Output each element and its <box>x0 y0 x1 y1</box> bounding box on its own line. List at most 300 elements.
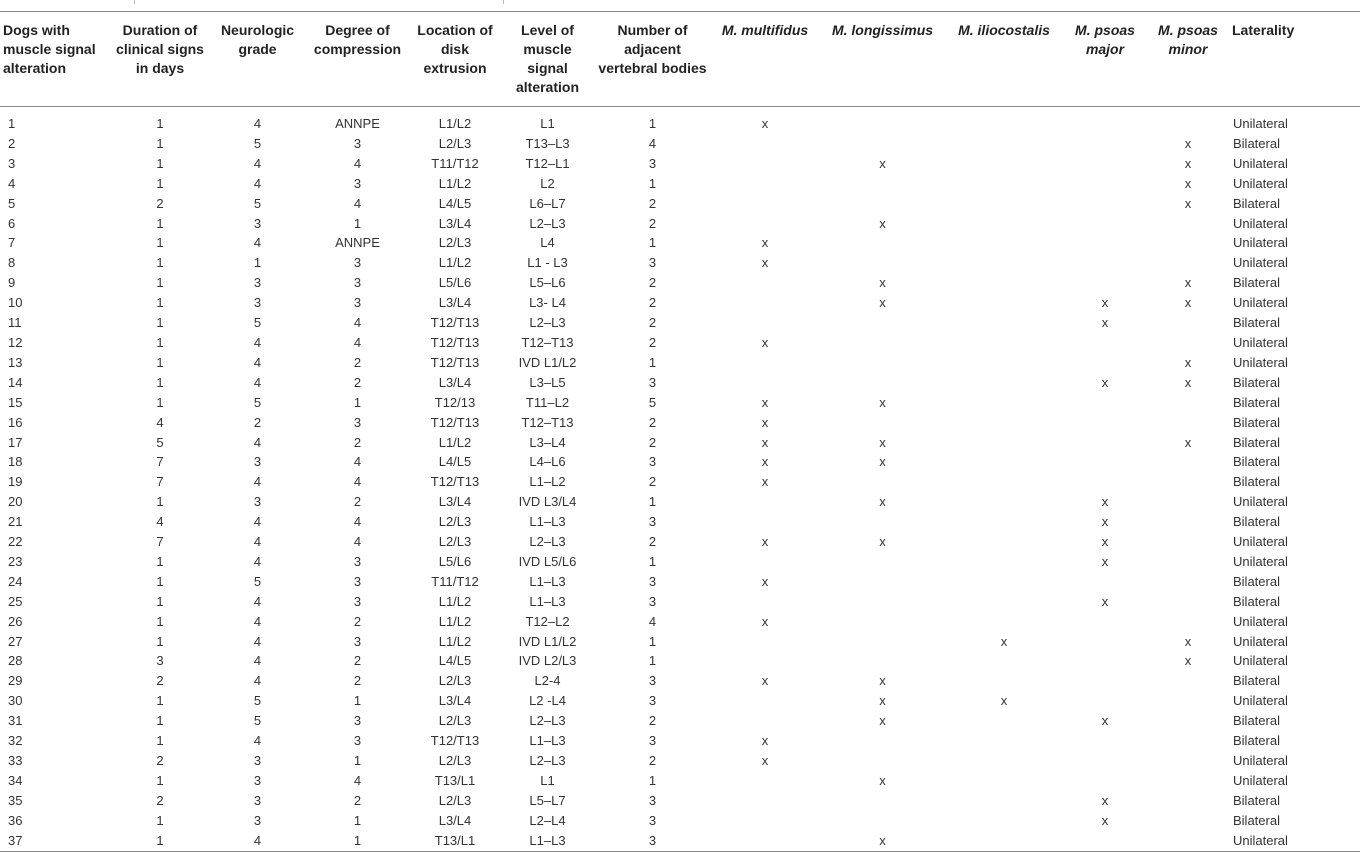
compression-cell: 1 <box>305 831 410 851</box>
laterality-cell: Bilateral <box>1233 195 1280 211</box>
alteration-level-cell: L1–L3 <box>529 733 566 749</box>
laterality-cell: Unilateral <box>1233 633 1288 649</box>
multifidus-cell: x <box>761 255 769 271</box>
duration-cell: 1 <box>156 812 164 828</box>
adjacent-bodies-cell: 1 <box>648 653 657 669</box>
longissimus-cell <box>820 731 945 751</box>
adjacent-bodies-cell: 2 <box>648 753 657 768</box>
table-row <box>0 771 1360 791</box>
laterality-cell: Bilateral <box>1233 434 1280 450</box>
iliocostalis-cell <box>945 751 1063 771</box>
duration-cell: 3 <box>156 653 164 669</box>
duration-cell: 7 <box>156 454 164 470</box>
adjacent-bodies-cell: 1 <box>648 772 657 788</box>
adjacent-bodies-cell: 1 <box>648 553 657 569</box>
longissimus-cell: x <box>879 394 886 410</box>
header-degree-compression: Degree of compression <box>313 22 402 57</box>
psoas-major-cell <box>1063 413 1147 433</box>
compression-cell: 2 <box>353 494 362 510</box>
neurologic-grade-cell: 5 <box>253 394 262 410</box>
adjacent-bodies-cell: 3 <box>648 673 657 689</box>
longissimus-cell <box>820 791 945 811</box>
iliocostalis-cell <box>945 452 1063 472</box>
disk-location-cell: L2/L3 <box>438 673 472 689</box>
alteration-level-cell: L1 <box>540 116 555 131</box>
header-adjacent-vertebral: Number of adjacent vertebral bodies <box>598 22 707 76</box>
compression-cell: 4 <box>353 195 362 211</box>
alteration-level-cell: L4 <box>540 235 555 251</box>
adjacent-bodies-cell: 2 <box>648 195 657 211</box>
dog-id-cell: 12 <box>8 334 23 350</box>
psoas-major-cell: x <box>1101 792 1109 808</box>
multifidus-cell <box>710 512 820 532</box>
multifidus-cell: x <box>761 414 769 430</box>
iliocostalis-cell <box>945 273 1063 293</box>
duration-cell: 1 <box>156 713 164 729</box>
alteration-level-cell: L2-4 <box>534 673 561 689</box>
neurologic-grade-cell: 5 <box>253 135 262 151</box>
table-row <box>0 612 1360 632</box>
adjacent-bodies-cell: 4 <box>648 135 657 151</box>
dog-id-cell: 37 <box>0 831 110 851</box>
neurologic-grade-cell: 4 <box>253 673 262 689</box>
disk-location-cell: T12/T13 <box>430 733 480 749</box>
laterality-cell: Unilateral <box>1233 155 1288 171</box>
iliocostalis-cell <box>945 134 1063 154</box>
alteration-level-cell: T12–T13 <box>521 414 574 430</box>
dog-id-cell: 27 <box>8 633 23 649</box>
laterality-cell: Unilateral <box>1233 295 1288 311</box>
duration-cell: 5 <box>156 434 164 450</box>
table-row <box>0 393 1360 413</box>
dog-id-cell: 24 <box>8 573 23 589</box>
disk-location-cell: L4/L5 <box>438 195 472 211</box>
laterality-cell: Unilateral <box>1233 116 1288 131</box>
laterality-cell: Bilateral <box>1233 812 1280 828</box>
iliocostalis-cell <box>945 353 1063 373</box>
psoas-minor-cell <box>1147 393 1229 413</box>
laterality-cell: Unilateral <box>1233 613 1288 629</box>
duration-cell: 1 <box>156 494 164 510</box>
dog-id-cell: 13 <box>8 354 23 370</box>
dog-id-cell: 31 <box>8 713 23 729</box>
neurologic-grade-cell: 3 <box>253 494 262 510</box>
laterality-cell: Unilateral <box>1233 693 1288 709</box>
neurologic-grade-cell: 5 <box>253 315 262 331</box>
disk-location-cell: T12/T13 <box>430 414 480 430</box>
duration-cell: 1 <box>156 116 164 131</box>
multifidus-cell: x <box>761 753 769 768</box>
alteration-level-cell: L3- L4 <box>529 295 566 311</box>
disk-location-cell: T13/L1 <box>434 772 476 788</box>
disk-location-cell: L2/L3 <box>438 713 472 729</box>
psoas-major-cell: x <box>1101 534 1109 550</box>
multifidus-cell <box>710 711 820 731</box>
longissimus-cell <box>820 632 945 652</box>
duration-cell: 7 <box>156 474 164 490</box>
disk-location-cell: L2/L3 <box>438 135 472 151</box>
psoas-major-cell: x <box>1101 812 1109 828</box>
multifidus-cell <box>710 313 820 333</box>
table-row <box>0 353 1360 373</box>
header-laterality: Laterality <box>1232 22 1295 38</box>
longissimus-cell <box>820 552 945 572</box>
header-longissimus: M. longissimus <box>831 22 934 38</box>
dog-id-cell: 5 <box>8 195 16 211</box>
adjacent-bodies-cell: 3 <box>648 792 657 808</box>
duration-cell: 2 <box>156 673 164 689</box>
table-row <box>0 253 1360 273</box>
psoas-minor-cell <box>1147 333 1229 353</box>
table-row <box>0 671 1360 691</box>
laterality-cell: Bilateral <box>1233 394 1280 410</box>
header-neurologic-grade: Neurologic grade <box>220 22 295 57</box>
psoas-minor-cell <box>1147 691 1229 711</box>
laterality-cell: Unilateral <box>1233 334 1288 350</box>
multifidus-cell <box>710 771 820 791</box>
table-row <box>0 433 1360 453</box>
duration-cell: 1 <box>156 135 164 151</box>
neurologic-grade-cell: 4 <box>253 235 262 251</box>
header-dogs: Dogs with muscle signal alteration <box>3 22 96 76</box>
multifidus-cell <box>710 691 820 711</box>
alteration-level-cell: L1 <box>540 772 555 788</box>
alteration-level-cell: T12–T13 <box>521 334 574 350</box>
longissimus-cell: x <box>879 155 886 171</box>
laterality-cell: Unilateral <box>1233 753 1288 768</box>
multifidus-cell <box>710 214 820 234</box>
compression-cell: 4 <box>353 454 362 470</box>
psoas-major-cell: x <box>1101 514 1109 530</box>
compression-cell: 4 <box>353 334 362 350</box>
table-top-rule <box>0 11 1360 12</box>
adjacent-bodies-cell: 1 <box>648 116 657 131</box>
dog-id-cell: 29 <box>8 673 23 689</box>
alteration-level-cell: T12–L2 <box>525 613 570 629</box>
longissimus-cell <box>820 612 945 632</box>
iliocostalis-cell <box>945 233 1063 253</box>
iliocostalis-cell <box>945 731 1063 751</box>
compression-cell: 3 <box>353 593 362 609</box>
neurologic-grade-cell: 5 <box>253 573 262 589</box>
compression-cell: 1 <box>353 812 362 828</box>
disk-location-cell: T12/13 <box>434 394 476 410</box>
table-row <box>0 134 1360 154</box>
table-row <box>0 651 1360 671</box>
table-row <box>0 811 1360 831</box>
iliocostalis-cell <box>945 552 1063 572</box>
dog-id-cell: 22 <box>8 534 23 550</box>
disk-location-cell: T12/T13 <box>430 354 480 370</box>
longissimus-cell <box>820 751 945 771</box>
table-row <box>0 472 1360 492</box>
adjacent-bodies-cell: 2 <box>648 474 657 490</box>
psoas-minor-cell <box>1147 831 1229 851</box>
disk-location-cell: L3/L4 <box>438 693 472 709</box>
table-row <box>0 174 1360 194</box>
disk-location-cell: L1/L2 <box>438 434 472 450</box>
neurologic-grade-cell: 5 <box>253 713 262 729</box>
laterality-cell: Bilateral <box>1233 593 1280 609</box>
longissimus-cell <box>820 174 945 194</box>
adjacent-bodies-cell: 3 <box>648 593 657 609</box>
psoas-major-cell <box>1063 612 1147 632</box>
disk-location-cell: L2/L3 <box>438 235 472 251</box>
dog-id-cell: 36 <box>8 812 23 828</box>
psoas-minor-cell <box>1147 472 1229 492</box>
neurologic-grade-cell: 3 <box>253 295 262 311</box>
laterality-cell: Bilateral <box>1233 474 1280 490</box>
longissimus-cell: x <box>879 713 886 729</box>
header-psoas-minor: M. psoas minor <box>1158 22 1218 57</box>
adjacent-bodies-cell: 1 <box>648 354 657 370</box>
compression-cell: 3 <box>353 295 362 311</box>
duration-cell: 1 <box>156 255 164 271</box>
psoas-major-cell <box>1063 214 1147 234</box>
psoas-minor-cell <box>1147 711 1229 731</box>
table-row <box>0 751 1360 771</box>
alteration-level-cell: L2–L4 <box>529 812 566 828</box>
multifidus-cell <box>710 831 820 851</box>
laterality-cell: Unilateral <box>1233 175 1288 191</box>
table-row <box>0 333 1360 353</box>
adjacent-bodies-cell: 3 <box>648 812 657 828</box>
disk-location-cell: L5/L6 <box>438 553 472 569</box>
psoas-major-cell <box>1063 174 1147 194</box>
neurologic-grade-cell: 4 <box>253 733 262 749</box>
psoas-minor-cell <box>1147 552 1229 572</box>
dog-id-cell: 23 <box>8 553 23 569</box>
adjacent-bodies-cell: 3 <box>648 255 657 271</box>
iliocostalis-cell <box>945 413 1063 433</box>
dog-id-cell: 8 <box>8 255 16 271</box>
alteration-level-cell: T12–L1 <box>525 155 570 171</box>
alteration-level-cell: IVD L1/L2 <box>518 633 577 649</box>
iliocostalis-cell <box>945 532 1063 552</box>
disk-location-cell: L3/L4 <box>438 812 472 828</box>
neurologic-grade-cell: 5 <box>253 195 262 211</box>
table-row <box>0 293 1360 313</box>
adjacent-bodies-cell: 3 <box>648 155 657 171</box>
adjacent-bodies-cell: 3 <box>648 573 657 589</box>
iliocostalis-cell <box>945 711 1063 731</box>
iliocostalis-cell <box>945 671 1063 691</box>
multifidus-cell <box>710 154 820 174</box>
multifidus-cell: x <box>761 613 769 629</box>
adjacent-bodies-cell: 2 <box>648 295 657 311</box>
adjacent-bodies-cell: 3 <box>648 374 657 390</box>
table-row <box>0 711 1360 731</box>
longissimus-cell: x <box>879 494 886 510</box>
longissimus-cell: x <box>879 673 886 689</box>
longissimus-cell <box>820 592 945 612</box>
longissimus-cell: x <box>879 534 886 550</box>
laterality-cell: Bilateral <box>1233 135 1280 151</box>
multifidus-cell: x <box>761 534 769 550</box>
psoas-major-cell: x <box>1101 494 1109 510</box>
alteration-level-cell: T11–L2 <box>525 394 570 410</box>
duration-cell: 1 <box>156 733 164 749</box>
psoas-minor-cell <box>1147 313 1229 333</box>
table-row <box>0 492 1360 512</box>
psoas-minor-cell <box>1147 572 1229 592</box>
compression-cell: 3 <box>353 713 362 729</box>
compression-cell: 4 <box>353 315 362 331</box>
psoas-major-cell <box>1063 233 1147 253</box>
psoas-major-cell: x <box>1101 593 1109 609</box>
laterality-cell: Bilateral <box>1233 454 1280 470</box>
compression-cell: 2 <box>353 434 362 450</box>
neurologic-grade-cell: 4 <box>253 354 262 370</box>
psoas-major-cell <box>1063 194 1147 214</box>
psoas-minor-cell <box>1147 791 1229 811</box>
psoas-major-cell: x <box>1101 713 1109 729</box>
laterality-cell: Bilateral <box>1233 573 1280 589</box>
psoas-major-cell <box>1063 831 1147 851</box>
psoas-major-cell <box>1063 691 1147 711</box>
duration-cell: 7 <box>156 534 164 550</box>
laterality-cell: Bilateral <box>1233 275 1280 291</box>
neurologic-grade-cell: 3 <box>253 215 262 231</box>
multifidus-cell <box>710 134 820 154</box>
compression-cell: 1 <box>353 215 362 231</box>
table-row <box>0 831 1360 851</box>
duration-cell: 1 <box>156 613 164 629</box>
multifidus-cell <box>710 373 820 393</box>
table-row <box>0 373 1360 393</box>
multifidus-cell <box>710 791 820 811</box>
psoas-major-cell <box>1063 353 1147 373</box>
iliocostalis-cell <box>945 174 1063 194</box>
multifidus-cell <box>710 194 820 214</box>
multifidus-cell: x <box>761 673 769 689</box>
adjacent-bodies-cell: 1 <box>648 175 657 191</box>
disk-location-cell: L3/L4 <box>438 374 472 390</box>
iliocostalis-cell <box>945 313 1063 333</box>
dog-id-cell: 3 <box>8 155 16 171</box>
psoas-minor-cell <box>1147 413 1229 433</box>
iliocostalis-cell <box>945 651 1063 671</box>
longissimus-cell <box>820 811 945 831</box>
neurologic-grade-cell: 1 <box>253 255 262 271</box>
laterality-cell: Bilateral <box>1233 374 1280 390</box>
psoas-minor-cell <box>1147 492 1229 512</box>
table-row <box>0 273 1360 293</box>
alteration-level-cell: L1–L3 <box>529 514 566 530</box>
psoas-minor-cell: x <box>1184 135 1192 151</box>
disk-location-cell: T11/T12 <box>431 573 479 589</box>
compression-cell: 3 <box>353 633 362 649</box>
duration-cell: 1 <box>156 772 164 788</box>
compression-cell: 3 <box>353 573 362 589</box>
dog-id-cell: 15 <box>8 394 23 410</box>
adjacent-bodies-cell: 5 <box>648 394 657 410</box>
iliocostalis-cell <box>945 293 1063 313</box>
header-row <box>0 13 1360 107</box>
duration-cell: 1 <box>156 553 164 569</box>
dog-id-cell: 10 <box>8 295 23 311</box>
psoas-major-cell: x <box>1101 295 1109 311</box>
adjacent-bodies-cell: 3 <box>648 693 657 709</box>
header-multifidus: M. multifidus <box>721 22 809 38</box>
longissimus-cell <box>820 512 945 532</box>
multifidus-cell: x <box>761 573 769 589</box>
adjacent-bodies-cell: 3 <box>648 454 657 470</box>
dog-id-cell: 20 <box>8 494 23 510</box>
alteration-level-cell: L4–L6 <box>529 454 566 470</box>
neurologic-grade-cell: 4 <box>253 474 262 490</box>
iliocostalis-cell <box>945 492 1063 512</box>
table-row <box>0 154 1360 174</box>
iliocostalis-cell <box>945 831 1063 851</box>
laterality-cell: Bilateral <box>1233 792 1280 808</box>
dog-id-cell: 4 <box>8 175 16 191</box>
psoas-major-cell <box>1063 632 1147 652</box>
laterality-cell: Bilateral <box>1233 414 1280 430</box>
neurologic-grade-cell: 4 <box>253 374 262 390</box>
iliocostalis-cell <box>945 154 1063 174</box>
iliocostalis-cell <box>945 214 1063 234</box>
table-row <box>0 632 1360 652</box>
neurologic-grade-cell: 4 <box>253 653 262 669</box>
multifidus-cell: x <box>761 434 769 450</box>
disk-location-cell: L1/L2 <box>438 116 472 131</box>
laterality-cell: Unilateral <box>1233 255 1288 271</box>
longissimus-cell <box>820 373 945 393</box>
dog-id-cell: 18 <box>8 454 23 470</box>
neurologic-grade-cell: 4 <box>253 534 262 550</box>
longissimus-cell: x <box>879 454 886 470</box>
disk-location-cell: T12/T13 <box>430 334 480 350</box>
dog-id-cell: 32 <box>8 733 23 749</box>
dog-id-cell: 14 <box>8 374 23 390</box>
iliocostalis-cell <box>945 612 1063 632</box>
psoas-major-cell: x <box>1101 553 1109 569</box>
neurologic-grade-cell: 4 <box>253 155 262 171</box>
adjacent-bodies-cell: 3 <box>595 831 710 851</box>
compression-cell: 3 <box>353 175 362 191</box>
iliocostalis-cell <box>945 572 1063 592</box>
disk-location-cell: L3/L4 <box>438 215 472 231</box>
psoas-major-cell <box>1063 771 1147 791</box>
neurologic-grade-cell: 4 <box>253 593 262 609</box>
adjacent-bodies-cell: 3 <box>648 514 657 530</box>
psoas-minor-cell: x <box>1184 195 1192 211</box>
neurologic-grade-cell: 3 <box>253 454 262 470</box>
adjacent-bodies-cell: 2 <box>648 713 657 729</box>
adjacent-bodies-cell: 1 <box>648 494 657 510</box>
laterality-cell: Unilateral <box>1233 534 1288 550</box>
neurologic-grade-cell: 4 <box>253 434 262 450</box>
duration-cell: 1 <box>156 155 164 171</box>
longissimus-cell <box>820 472 945 492</box>
disk-location-cell: L2/L3 <box>438 753 472 768</box>
psoas-minor-cell: x <box>1184 295 1192 311</box>
table-row <box>0 194 1360 214</box>
header-psoas-major: M. psoas major <box>1075 22 1135 57</box>
iliocostalis-cell <box>945 433 1063 453</box>
neurologic-grade-cell: 3 <box>253 772 262 788</box>
psoas-minor-cell <box>1147 592 1229 612</box>
table-body <box>0 107 1360 852</box>
laterality-cell: Unilateral <box>1229 831 1360 851</box>
table-row <box>0 691 1360 711</box>
laterality-cell: Bilateral <box>1233 673 1280 689</box>
iliocostalis-cell <box>945 107 1063 134</box>
iliocostalis-cell <box>945 771 1063 791</box>
disk-location-cell: T12/T13 <box>430 474 480 490</box>
neurologic-grade-cell: 4 <box>253 175 262 191</box>
